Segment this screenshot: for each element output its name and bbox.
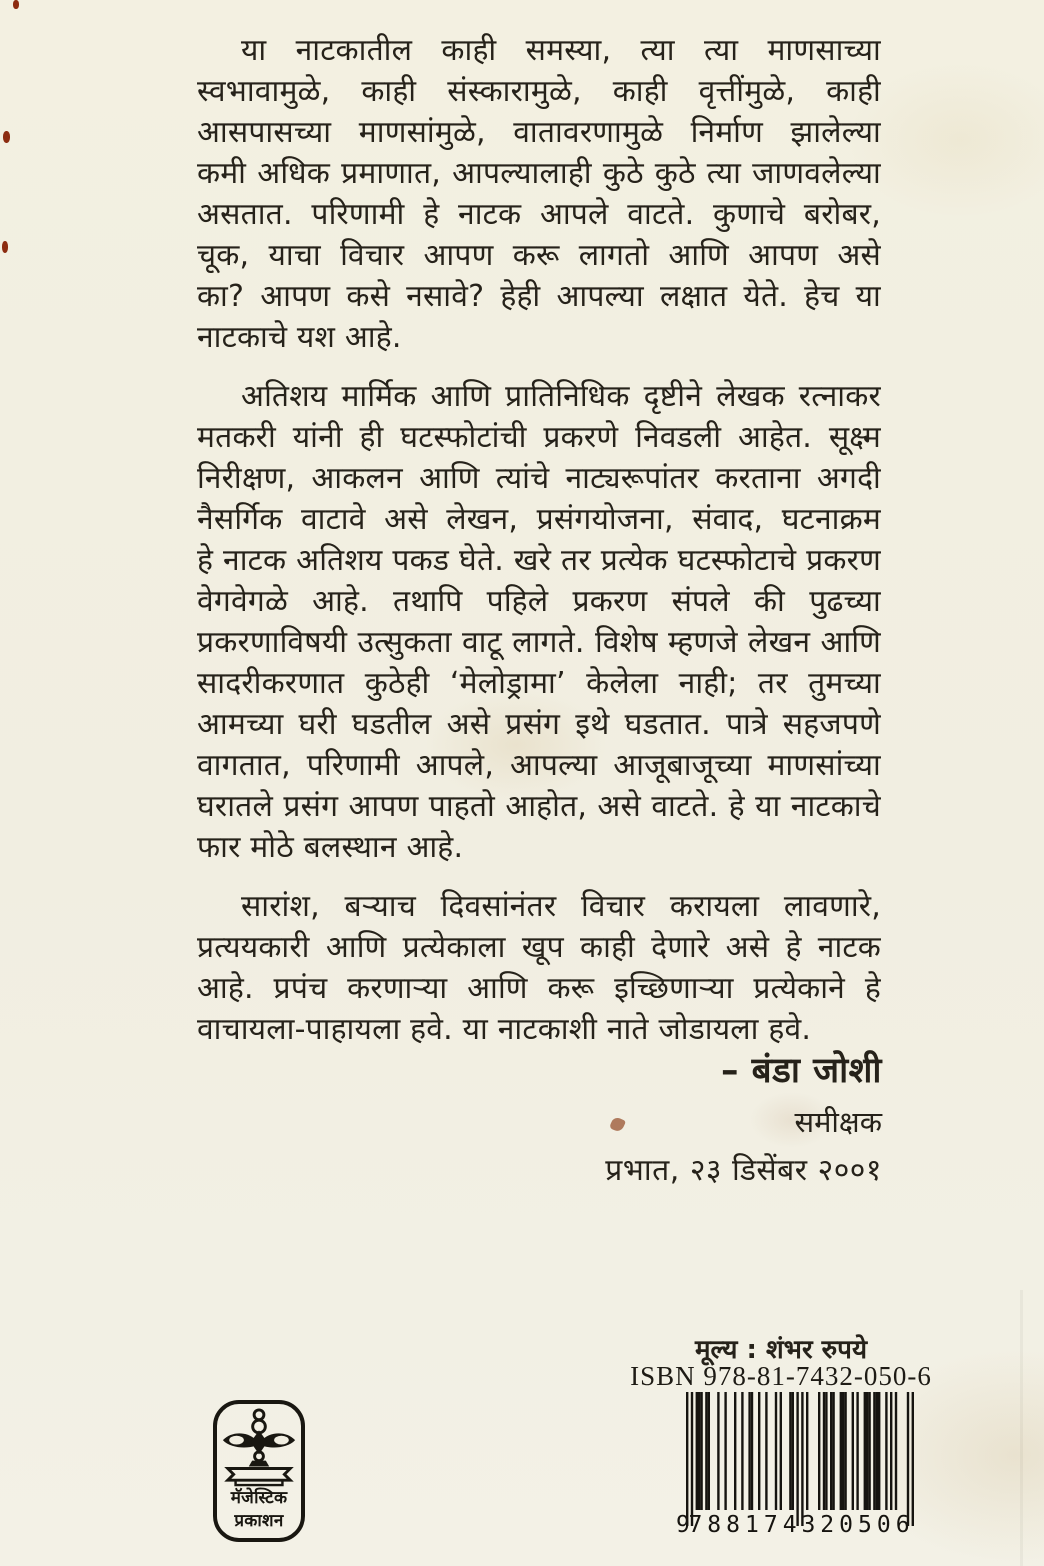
review-paragraph <box>197 376 881 868</box>
review-text-line: असतात. परिणामी हे नाटक आपले वाटते. कुणाचे बरोबर, <box>197 197 881 232</box>
review-text-line: वेगवेगळे आहे. तथापि पहिले प्रकरण संपले की पुढच्या <box>197 584 881 619</box>
review-text-line: वाचायला-पाहायला हवे. या नाटकाशी नाते जोडायला हवे. <box>197 1012 812 1047</box>
barcode-right-digits: 320506 <box>801 1512 915 1536</box>
review-paragraph <box>197 886 881 1050</box>
review-text-line: चूक, याचा विचार आपण करू लागतो आणि आपण असे <box>197 238 881 273</box>
review-text-line: कमी अधिक प्रमाणात, आपल्यालाही कुठे कुठे त्या जाणवलेल्या <box>197 156 881 191</box>
review-text-line: या नाटकातील काही समस्या, त्या त्या माणसाच्या <box>241 33 881 68</box>
signature-block <box>605 1046 882 1189</box>
review-text-line: आहे. प्रपंच करणाऱ्या आणि करू इच्छिणाऱ्या प्रत्येकाने हे <box>197 971 881 1006</box>
reviewer-role: समीक्षक <box>794 1105 882 1139</box>
ean13-barcode <box>668 1392 918 1540</box>
review-paragraph <box>197 30 881 358</box>
publisher-logo <box>213 1400 305 1542</box>
publisher-name-line2: प्रकाशन <box>234 1511 284 1531</box>
barcode-first-digit: 9 <box>676 1512 690 1536</box>
barcode-icon <box>668 1392 918 1536</box>
review-text-line: अतिशय मार्मिक आणि प्रातिनिधिक दृष्टीने लेखक रत्नाकर <box>241 379 881 414</box>
review-text-line: मतकरी यांनी ही घटस्फोटांची प्रकरणे निवडली आहेत. सूक्ष्म <box>197 420 881 455</box>
review-text <box>197 30 881 1068</box>
red-ink-speck <box>13 0 19 9</box>
price-label: मूल्य : शंभर रुपये <box>694 1335 868 1365</box>
review-text-line: नैसर्गिक वाटावे असे लेखन, प्रसंगयोजना, संवाद, घटनाक्रम <box>197 502 881 537</box>
review-text-line: सारांश, बऱ्याच दिवसांनंतर विचार करायला लावणारे, <box>241 889 881 924</box>
review-text-line: प्रकरणाविषयी उत्सुकता वाटू लागते. विशेष म्हणजे लेखन आणि <box>197 625 881 660</box>
publisher-name-line1: मॅजेस्टिक <box>230 1488 288 1508</box>
review-text-line: प्रत्ययकारी आणि प्रत्येकाला खूप काही देणारे असे हे नाटक <box>197 930 881 965</box>
review-text-line: आमच्या घरी घडतील असे प्रसंग इथे घडतात. पात्रे सहजपणे <box>197 707 881 742</box>
barcode-left-digits: 788174 <box>688 1512 802 1536</box>
review-text-line: नाटकाचे यश आहे. <box>197 320 402 355</box>
reviewer-name: – बंडा जोशी <box>720 1051 882 1091</box>
red-ink-speck <box>2 241 8 253</box>
paper-crease <box>1020 1290 1023 1566</box>
review-text-line: निरीक्षण, आकलन आणि त्यांचे नाट्यरूपांतर करताना अगदी <box>197 461 881 496</box>
review-text-line: आसपासच्या माणसांमुळे, वातावरणामुळे निर्माण झालेल्या <box>197 115 881 150</box>
review-text-line: स्वभावामुळे, काही संस्कारामुळे, काही वृत्तींमुळे, काही <box>197 74 881 109</box>
review-text-line: वागतात, परिणामी आपले, आपल्या आजूबाजूच्या माणसांच्या <box>197 748 881 783</box>
oil-lamp-samai-icon <box>218 1407 300 1487</box>
isbn-label: ISBN 978-81-7432-050-6 <box>630 1361 932 1391</box>
review-text-line: का? आपण कसे नसावे? हेही आपल्या लक्षात येते. हेच या <box>197 279 881 314</box>
review-text-line: हे नाटक अतिशय पकड घेते. खरे तर प्रत्येक घटस्फोटाचे प्रकरण <box>197 543 881 578</box>
review-text-line: घरातले प्रसंग आपण पाहतो आहोत, असे वाटते. हे या नाटकाचे <box>197 789 881 824</box>
review-text-line: फार मोठे बलस्थान आहे. <box>197 830 464 865</box>
review-dateline: प्रभात, २३ डिसेंबर २००१ <box>605 1153 882 1188</box>
red-ink-speck <box>3 131 10 143</box>
review-text-line: सादरीकरणात कुठेही ‘मेलोड्रामा’ केलेला नाही; तर तुमच्या <box>197 666 881 701</box>
